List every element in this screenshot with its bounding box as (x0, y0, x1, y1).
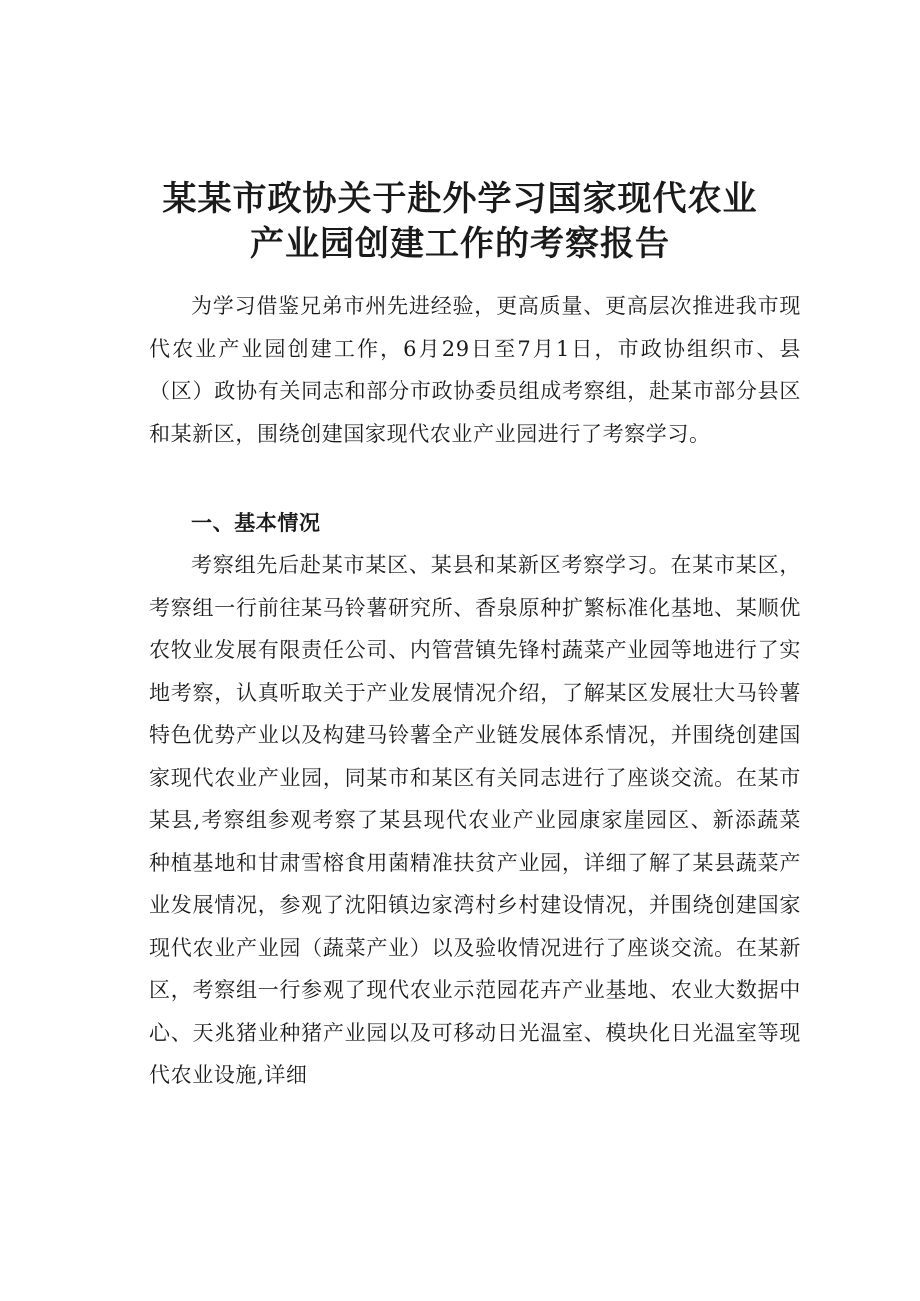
basic-situation-paragraph: 考察组先后赴某市某区、某县和某新区考察学习。在某市某区，考察组一行前往某马铃薯研究所、香泉原种扩繁标准化基地、某顺优农牧业发展有限责任公司、内管营镇先锋村蔬菜产业园等地进行了实地考察，认真听取关于产业发展情况介绍，了解某区发展壮大马铃薯特色优势产业以及构建马铃薯全产业链发展体系情况，并围绕创建国家现代农业产业园，同某市和某区有关同志进行了座谈交流。在某市某县,考察组参观考察了某县现代农业产业园康家崖园区、新添蔬菜种植基地和甘肃雪榕食用菌精准扶贫产业园，详细了解了某县蔬菜产业发展情况，参观了沈阳镇边家湾村乡村建设情况，并围绕创建国家现代农业产业园（蔬菜产业）以及验收情况进行了座谈交流。在某新区，考察组一行参观了现代农业示范园花卉产业基地、农业大数据中心、天兆猪业种猪产业园以及可移动日光温室、模块化日光温室等现代农业设施,详细 (149, 553, 801, 1087)
intro-paragraph: 为学习借鉴兄弟市州先进经验，更高质量、更高层次推进我市现代农业产业园创建工作，6月29日至7月1日，市政协组织市、县（区）政协有关同志和部分市政协委员组成考察组，赴某市部分县区和某新区，围绕创建国家现代农业产业园进行了考察学习。 (149, 294, 801, 446)
document-title-line-1: 某某市政协关于赴外学习国家现代农业 (162, 178, 758, 219)
document-title-line-2: 产业园创建工作的考察报告 (250, 223, 670, 264)
section-heading-basic-situation: 一、基本情况 (191, 511, 321, 535)
